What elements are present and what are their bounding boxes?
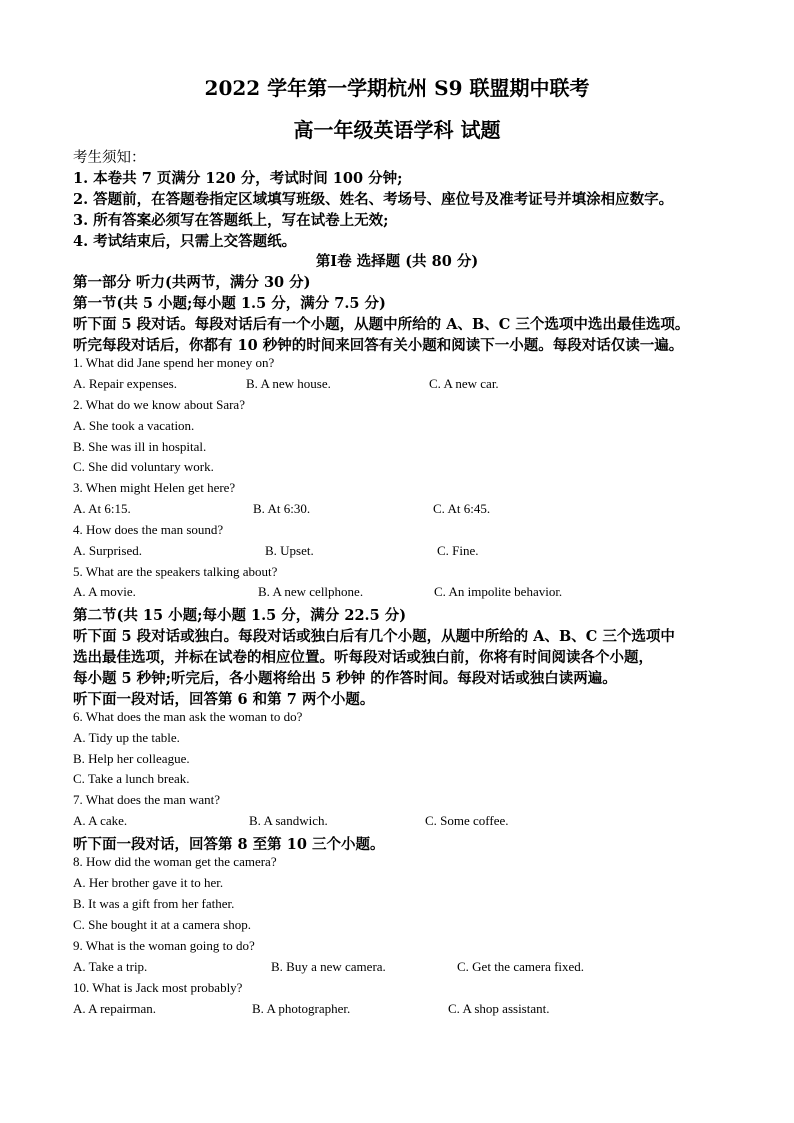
q2-option-c: C. She did voluntary work.	[73, 459, 214, 474]
q5-option-a: A. A movie.	[73, 584, 136, 599]
section2-instruction-1: 听下面 5 段对话或独白。每段对话或独白后有几个小题，从题中所给的 A、B、C 三个选项中	[73, 628, 675, 645]
q6-option-a: A. Tidy up the table.	[73, 730, 180, 745]
q9-option-a: A. Take a trip.	[73, 959, 148, 974]
question-5: 5. What are the speakers talking about?	[73, 564, 278, 579]
q10-option-a: A. A repairman.	[73, 1001, 157, 1016]
notice-item-4: 4. 考试结束后，只需上交答题纸。	[73, 233, 297, 250]
section1-heading: 第一节(共 5 小题;每小题 1.5 分，满分 7.5 分)	[73, 295, 386, 312]
q6-option-c: C. Take a lunch break.	[73, 771, 190, 786]
question-1: 1. What did Jane spend her money on?	[73, 355, 275, 370]
dialog-8-10-instruction: 听下面一段对话，回答第 8 至第 10 三个小题。	[73, 836, 385, 853]
q9-option-c: C. Get the camera fixed.	[457, 959, 585, 974]
part1-heading: 第一部分 听力(共两节，满分 30 分)	[73, 274, 311, 291]
question-9: 9. What is the woman going to do?	[73, 938, 255, 953]
section1-instruction-1: 听下面 5 段对话。每段对话后有一个小题，从题中所给的 A、B、C 三个选项中选出最佳选项。	[73, 316, 690, 333]
q4-option-a: A. Surprised.	[73, 543, 142, 558]
exam-title: 2022 学年第一学期杭州 S9 联盟期中联考	[204, 76, 590, 100]
exam-subtitle: 高一年级英语学科 试题	[293, 118, 501, 142]
q2-option-b: B. She was ill in hospital.	[73, 439, 207, 454]
section2-instruction-2: 选出最佳选项，并标在试卷的相应位置。听每段对话或独白前，你将有时间阅读各个小题，	[73, 649, 653, 666]
q1-option-c: C. A new car.	[429, 376, 499, 391]
question-4: 4. How does the man sound?	[73, 522, 224, 537]
notice-heading: 考生须知：	[73, 150, 146, 166]
question-8: 8. How did the woman get the camera?	[73, 854, 277, 869]
q1-option-a: A. Repair expenses.	[73, 376, 177, 391]
q9-option-b: B. Buy a new camera.	[271, 959, 386, 974]
section2-instruction-3: 每小题 5 秒钟;听完后，各小题将给出 5 秒钟 的作答时间。每段对话或独白读两遍。	[73, 670, 617, 687]
section2-heading: 第二节(共 15 小题;每小题 1.5 分，满分 22.5 分)	[73, 607, 407, 624]
q10-option-c: C. A shop assistant.	[448, 1001, 550, 1016]
dialog-6-7-instruction: 听下面一段对话，回答第 6 和第 7 两个小题。	[73, 691, 375, 708]
q4-option-b: B. Upset.	[265, 543, 314, 558]
question-7: 7. What does the man want?	[73, 792, 221, 807]
notice-item-2: 2. 答题前，在答题卷指定区域填写班级、姓名、考场号、座位号及准考证号并填涂相应数字。	[73, 191, 674, 208]
q10-option-b: B. A photographer.	[252, 1001, 351, 1016]
q3-option-c: C. At 6:45.	[433, 501, 491, 516]
q3-option-a: A. At 6:15.	[73, 501, 131, 516]
q8-option-a: A. Her brother gave it to her.	[73, 875, 224, 890]
question-3: 3. When might Helen get here?	[73, 480, 236, 495]
section1-instruction-2: 听完每段对话后，你都有 10 秒钟的时间来回答有关小题和阅读下一小题。每段对话仅读一遍。	[73, 337, 684, 354]
question-2: 2. What do we know about Sara?	[73, 397, 245, 412]
q8-option-c: C. She bought it at a camera shop.	[73, 917, 251, 932]
q4-option-c: C. Fine.	[437, 543, 479, 558]
q7-option-c: C. Some coffee.	[425, 813, 509, 828]
q5-option-c: C. An impolite behavior.	[434, 584, 563, 599]
q7-option-a: A. A cake.	[73, 813, 128, 828]
q7-option-b: B. A sandwich.	[249, 813, 328, 828]
question-10: 10. What is Jack most probably?	[73, 980, 243, 995]
q5-option-b: B. A new cellphone.	[258, 584, 364, 599]
q2-option-a: A. She took a vacation.	[73, 418, 195, 433]
q8-option-b: B. It was a gift from her father.	[73, 896, 235, 911]
question-6: 6. What does the man ask the woman to do?	[73, 709, 303, 724]
q1-option-b: B. A new house.	[246, 376, 331, 391]
q6-option-b: B. Help her colleague.	[73, 751, 190, 766]
notice-item-3: 3. 所有答案必须写在答题纸上，写在试卷上无效;	[73, 212, 389, 229]
q3-option-b: B. At 6:30.	[253, 501, 311, 516]
volume-heading: 第Ⅰ卷 选择题 (共 80 分)	[315, 253, 479, 270]
notice-item-1: 1. 本卷共 7 页满分 120 分，考试时间 100 分钟;	[73, 170, 403, 187]
